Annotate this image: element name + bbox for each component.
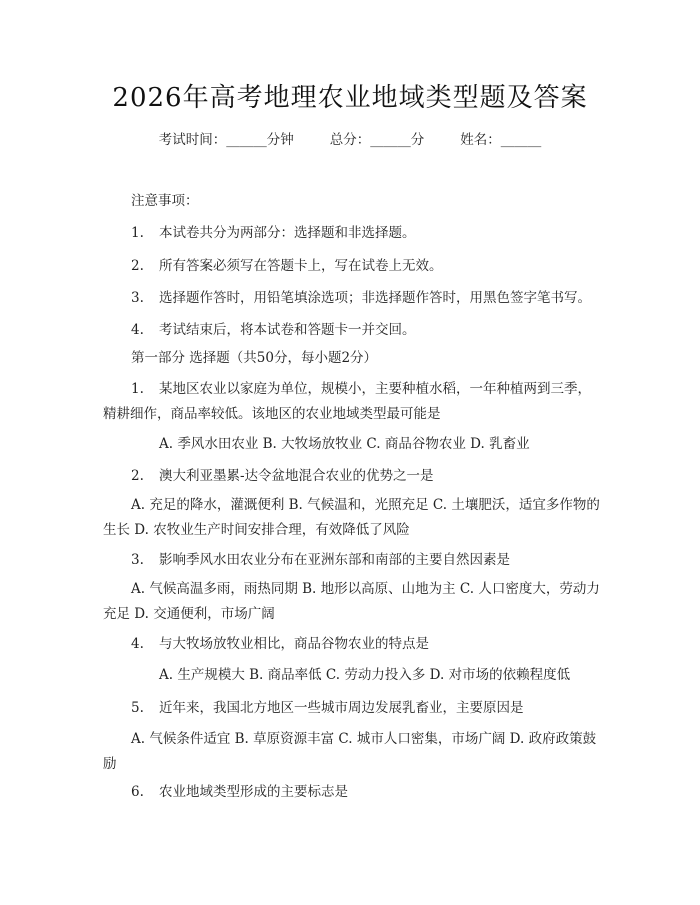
question-number: 6.: [131, 784, 144, 800]
question-number: 1.: [131, 381, 144, 397]
question-stem: [131, 633, 429, 655]
notice-text: 选择题作答时，用铅笔填涂选项；非选择题作答时，用黑色签字笔书写。: [159, 290, 591, 306]
question-stem: [131, 549, 510, 571]
page-title: 2026年高考地理农业地域类型题及答案: [112, 83, 588, 113]
question-options: [103, 577, 603, 627]
notice-item: [131, 222, 416, 244]
question-options: [103, 727, 603, 777]
notice-item: [131, 287, 591, 309]
section-heading: 第一部分 选择题（共50分，每小题2分）: [131, 350, 378, 366]
question-text: 与大牧场放牧业相比，商品谷物农业的特点是: [159, 636, 429, 652]
notice-item: [131, 319, 416, 341]
question-text: 影响季风水田农业分布在亚洲东部和南部的主要自然因素是: [159, 552, 510, 568]
question-number: 3.: [131, 552, 144, 568]
notice-text: 本试卷共分为两部分：选择题和非选择题。: [159, 225, 416, 241]
notice-number: 1.: [131, 225, 144, 241]
exam-meta: [0, 128, 700, 152]
question-options: A. 季风水田农业 B. 大牧场放牧业 C. 商品谷物农业 D. 乳畜业: [159, 436, 530, 452]
question-text: 澳大利亚墨累-达令盆地混合农业的优势之一是: [159, 468, 434, 484]
question-stem: [103, 377, 603, 427]
question-text: 近年来，我国北方地区一些城市周边发展乳畜业，主要原因是: [159, 700, 524, 716]
question-number: 5.: [131, 700, 144, 716]
notice-heading: 注意事项：: [131, 193, 199, 209]
question-stem: [131, 465, 434, 487]
question-stem: [131, 697, 524, 719]
notice-text: 考试结束后，将本试卷和答题卡一并交回。: [159, 322, 416, 338]
question-number: 4.: [131, 636, 144, 652]
question-text: 某地区农业以家庭为单位，规模小，主要种植水稻，一年种植两到三季，精耕细作，商品率较低。该地区的农业地域类型最可能是: [103, 381, 591, 422]
notice-number: 2.: [131, 258, 144, 274]
notice-number: 4.: [131, 322, 144, 338]
options-text: A. 气候条件适宜 B. 草原资源丰富 C. 城市人口密集，市场广阔 D. 政府政策鼓励: [103, 731, 597, 772]
notice-item: [131, 255, 443, 277]
exam-time: 考试时间：______分钟: [158, 132, 294, 148]
question-text: 农业地域类型形成的主要标志是: [159, 784, 348, 800]
question-options: A. 生产规模大 B. 商品率低 C. 劳动力投入多 D. 对市场的依赖程度低: [159, 667, 571, 683]
exam-score: 总分：______分: [329, 132, 425, 148]
question-number: 2.: [131, 468, 144, 484]
notice-number: 3.: [131, 290, 144, 306]
question-options: [103, 493, 603, 543]
options-text: A. 充足的降水，灌溉便利 B. 气候温和，光照充足 C. 土壤肥沃，适宜多作物的生长 D. 农牧业生产时间安排合理，有效降低了风险: [103, 497, 600, 538]
options-text: A. 气候高温多雨，雨热同期 B. 地形以高原、山地为主 C. 人口密度大，劳动力充足 D. 交通便利，市场广阔: [103, 581, 600, 622]
question-stem: [131, 781, 348, 803]
exam-name: 姓名：______: [460, 132, 542, 148]
notice-text: 所有答案必须写在答题卡上，写在试卷上无效。: [159, 258, 443, 274]
